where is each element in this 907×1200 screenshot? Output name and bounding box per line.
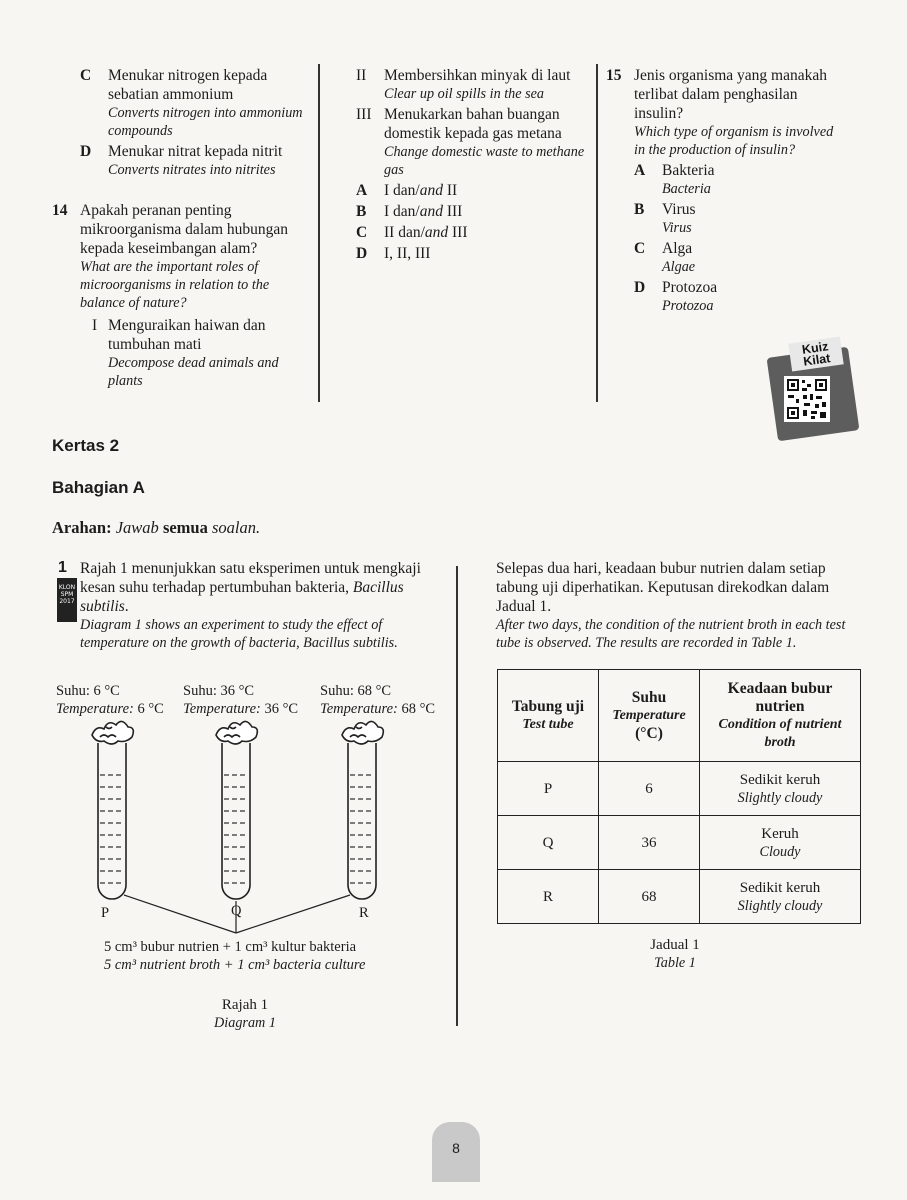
question-text-en: Which type of organism is involved in the production of insulin?	[634, 124, 834, 158]
option-text: I dan/	[384, 203, 420, 220]
temp-label-ms: Suhu: 6 °C	[56, 683, 120, 699]
question-text-ms	[80, 559, 440, 616]
table-row	[498, 762, 861, 816]
option-text-en: Virus	[662, 220, 692, 236]
species-name: Bacillus subtilis	[80, 579, 404, 615]
contents-ms: 5 cm³ bubur nutrien + 1 cm³ kultur bakteria	[104, 939, 357, 955]
caption-ms: Rajah 1	[221, 997, 269, 1013]
q13-option-d	[80, 142, 312, 179]
option-text: I dan/	[384, 182, 420, 199]
cell-tube: P	[498, 762, 599, 816]
option-text-tail: III	[448, 224, 468, 241]
header-en: Condition of nutrient broth	[718, 716, 842, 750]
cell-condition	[700, 762, 861, 816]
option-letter: C	[356, 224, 368, 241]
q15-option-c	[634, 239, 842, 276]
question-text-end: .	[124, 598, 129, 615]
item-text-ms: Membersihkan minyak di laut	[384, 67, 571, 84]
cell-tube: Q	[498, 816, 599, 870]
cell-condition	[700, 816, 861, 870]
question-1-text	[80, 559, 440, 652]
instructions-label: Arahan:	[52, 518, 116, 537]
option-text: II dan/	[384, 224, 425, 241]
temp-label-ms: Suhu: 36 °C	[183, 683, 255, 699]
item-roman: III	[356, 106, 372, 123]
temp-value: 6 °C	[133, 701, 164, 717]
cell-temp: 6	[599, 762, 700, 816]
item-text-en: Change domestic waste to methane gas	[384, 144, 585, 178]
continued-text-ms: Selepas dua hari, keadaan bubur nutrien dalam setiap tabung uji diperhatikan. Keputusan direkodkan dalam Jadual 1.	[496, 560, 830, 615]
continued-text-en: After two days, the condition of the nutrient broth in each test tube is observed. The results are recorded in Table 1.	[496, 617, 846, 651]
test-tube-diagram	[50, 715, 450, 945]
header-en: Test tube	[522, 716, 574, 732]
option-text-tail: II	[442, 182, 458, 199]
header-unit: (°C)	[635, 724, 663, 742]
option-letter: C	[634, 240, 646, 257]
q15-option-b	[634, 200, 842, 237]
option-and: and	[419, 182, 443, 199]
column-divider-left	[318, 64, 320, 402]
header-test-tube	[498, 670, 599, 762]
option-letter: A	[634, 162, 646, 179]
condition-en: Slightly cloudy	[737, 897, 823, 914]
header-ms: Suhu	[631, 688, 667, 706]
q15-option-a	[634, 161, 842, 198]
question-15	[606, 66, 842, 159]
option-text-ms: Menukar nitrogen kepada sebatian ammonium	[108, 67, 268, 103]
column-divider-bottom	[456, 566, 458, 1026]
header-ms: Tabung uji	[511, 697, 585, 715]
tube-r-temperature	[320, 682, 435, 718]
option-letter: C	[80, 67, 92, 84]
question-text-ms: Apakah peranan penting mikroorganisma dalam hubungan kepada keseimbangan alam?	[80, 202, 289, 257]
column-1	[52, 66, 312, 394]
column-2	[356, 66, 590, 265]
cell-temp: 68	[599, 870, 700, 924]
condition-en: Cloudy	[759, 843, 801, 860]
instructions-word-1: Jawab	[115, 518, 159, 537]
qr-code-icon[interactable]	[784, 376, 830, 422]
test-tube-p	[92, 721, 133, 899]
results-table	[497, 669, 861, 924]
option-and: and	[424, 224, 449, 241]
q14-option-b	[356, 202, 590, 221]
item-text-ms: Menukarkan bahan buangan domestik kepada gas metana	[384, 106, 562, 142]
option-letter: D	[634, 279, 646, 296]
temp-label-en: Temperature:	[56, 701, 134, 717]
cell-tube: R	[498, 870, 599, 924]
question-number: 15	[606, 67, 622, 84]
option-letter: A	[356, 182, 368, 199]
diagram-caption	[200, 996, 290, 1032]
q13-option-c	[80, 66, 312, 140]
tube-label-q: Q	[231, 903, 242, 919]
klon-spm-badge: KLON SPM 2017	[57, 578, 77, 622]
option-text-en: Protozoa	[662, 298, 714, 314]
page-number: 8	[452, 1140, 460, 1156]
option-letter: D	[80, 143, 92, 160]
option-text-ms: Alga	[662, 240, 693, 257]
question-1-number: 1	[58, 559, 67, 576]
temp-value: 36 °C	[260, 701, 299, 717]
q14-option-c	[356, 223, 590, 242]
option-text-en: Bacteria	[662, 181, 711, 197]
option-text-ms: Virus	[662, 201, 696, 218]
test-tube-q	[216, 721, 257, 899]
question-1-continued	[496, 559, 868, 652]
q15-option-d	[634, 278, 842, 315]
question-14	[52, 201, 312, 392]
temp-label-ms: Suhu: 68 °C	[320, 683, 392, 699]
option-letter: D	[356, 245, 368, 262]
cell-condition	[700, 870, 861, 924]
column-divider-right	[596, 64, 598, 402]
table-caption	[630, 936, 720, 972]
table-row	[498, 816, 861, 870]
temp-label-en: Temperature:	[320, 701, 398, 717]
cell-temp: 36	[599, 816, 700, 870]
diagram-contents	[104, 938, 365, 974]
condition-ms: Sedikit keruh	[739, 879, 821, 896]
item-roman: II	[356, 67, 367, 84]
question-text-ms: Jenis organisma yang manakah terlibat dalam penghasilan insulin?	[634, 67, 827, 122]
option-text-ms: Menukar nitrat kepada nitrit	[108, 143, 283, 160]
instructions	[52, 518, 260, 538]
kuiz-kilat-label: Kuiz Kilat	[788, 337, 843, 372]
temp-label-en: Temperature:	[183, 701, 261, 717]
option-text-en: Algae	[662, 259, 696, 275]
q14-option-d	[356, 244, 590, 263]
q14-item-1	[92, 316, 312, 390]
table-header-row	[498, 670, 861, 762]
item-text-en: Clear up oil spills in the sea	[384, 86, 545, 102]
caption-ms: Jadual 1	[650, 937, 700, 953]
section-heading: Bahagian A	[52, 478, 145, 497]
question-number: 14	[52, 202, 68, 219]
condition-en: Slightly cloudy	[737, 789, 823, 806]
option-and: and	[419, 203, 443, 220]
q14-item-2	[356, 66, 590, 103]
question-text-en: What are the important roles of microorganisms in relation to the balance of nature?	[80, 259, 270, 311]
option-text-tail: III	[442, 203, 463, 220]
column-3	[606, 66, 842, 317]
option-letter: B	[356, 203, 367, 220]
condition-ms: Sedikit keruh	[739, 771, 821, 788]
option-text-ms: Bakteria	[662, 162, 715, 179]
tube-p-temperature	[56, 682, 164, 718]
header-condition	[700, 670, 861, 762]
contents-en: 5 cm³ nutrient broth + 1 cm³ bacteria culture	[104, 957, 366, 973]
header-en: Temperature	[612, 707, 686, 723]
table-row	[498, 870, 861, 924]
temp-value: 68 °C	[397, 701, 436, 717]
item-text-ms: Menguraikan haiwan dan tumbuhan mati	[108, 317, 266, 353]
instructions-word-2: semua	[158, 518, 208, 537]
option-text-ms: Protozoa	[662, 279, 718, 296]
item-text-en: Decompose dead animals and plants	[108, 355, 279, 389]
tube-label-p: P	[101, 905, 110, 921]
caption-en: Diagram 1	[214, 1015, 276, 1031]
option-letter: B	[634, 201, 645, 218]
q14-item-3	[356, 105, 590, 179]
tube-q-temperature	[183, 682, 298, 718]
test-tube-r	[342, 721, 383, 899]
question-text-part: Rajah 1 menunjukkan satu eksperimen untuk mengkaji kesan suhu terhadap pertumbuhan bakteria,	[80, 560, 421, 596]
condition-ms: Keruh	[761, 825, 799, 842]
instructions-word-3: soalan.	[207, 518, 261, 537]
option-text: I, II, III	[384, 245, 431, 262]
option-text-en: Converts nitrates into nitrites	[108, 162, 276, 178]
header-temperature	[599, 670, 700, 762]
q14-option-a	[356, 181, 590, 200]
paper-heading: Kertas 2	[52, 436, 120, 455]
caption-en: Table 1	[654, 955, 696, 971]
header-ms: Keadaan bubur nutrien	[727, 679, 833, 715]
tube-label-r: R	[359, 905, 369, 921]
option-text-en: Converts nitrogen into ammonium compounds	[108, 105, 303, 139]
item-roman: I	[92, 317, 98, 334]
question-text-en: Diagram 1 shows an experiment to study the effect of temperature on the growth of bacteria, Bacillus subtilis.	[80, 617, 398, 651]
